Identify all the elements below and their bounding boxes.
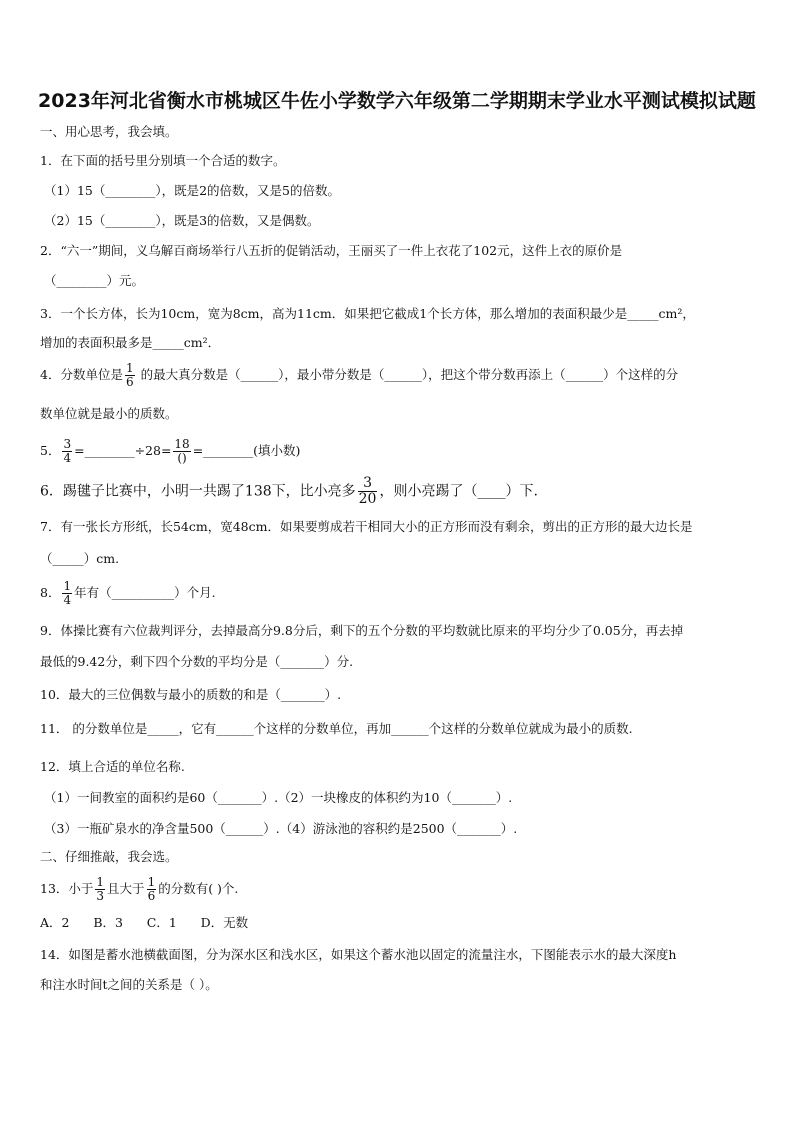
q8-line [40,580,760,607]
q11-line: 11． 的分数单位是_____，它有______个这样的分数单位，再加______个这样的分数单位就成为最小的质数. [40,721,633,736]
q6-fraction-denominator: 20 [358,491,377,507]
section-2-heading: 二、仔细推敲，我会选。 [40,849,178,864]
q13-middle: 且大于 [107,881,145,896]
q13-fraction-1 [95,876,105,903]
q8-fraction-denominator: 4 [63,593,72,607]
q1-stem: 1．在下面的括号里分别填一个合适的数字。 [40,153,286,168]
q2-line-2: （________）元。 [44,273,145,288]
q14-line-1: 14．如图是蓄水池横截面图，分为深水区和浅水区，如果这个蓄水池以固定的流量注水，下图能表示水的最大深度h [40,947,677,962]
q6-suffix: ，则小亮踢了（____）下. [379,483,538,500]
q5-label: 5． [40,443,61,458]
q3-line-2: 增加的表面积最多是_____cm²． [40,335,221,350]
q5-fraction-2-numerator: 18 [174,437,190,451]
q10-line: 10．最大的三位偶数与最小的质数的和是（_______）. [40,687,342,702]
page-title: 2023年河北省衡水市桃城区牛佐小学数学六年级第二学期期末学业水平测试模拟试题 [38,90,756,112]
q5-middle: =________÷28= [74,443,172,458]
q1-part-1: （1）15（________），既是2的倍数，又是5的倍数。 [44,183,341,198]
q4-fraction-denominator: 6 [125,375,134,389]
q14-line-2: 和注水时间t之间的关系是（ ）。 [40,977,218,992]
q7-line-2: （_____）cm. [40,551,120,566]
q9-line-2: 最低的9.42分，剩下四个分数的平均分是（_______）分. [40,654,354,669]
q5-fraction-2-denominator: () [177,451,187,465]
q13-suffix: 的分数有( )个. [158,881,239,896]
q13-fraction-1-numerator: 1 [96,875,105,889]
q1-part-2: （2）15（________），既是3的倍数，又是偶数。 [44,213,320,228]
q4-prefix: 4．分数单位是 [40,367,123,382]
q12-part-2: （3）一瓶矿泉水的净含量500（______）.（4）游泳池的容积约是2500（_______）. [44,821,518,836]
q8-fraction [62,580,72,607]
q13-line [40,876,760,903]
q9-line-1: 9．体操比赛有六位裁判评分，去掉最高分9.8分后，剩下的五个分数的平均数就比原来的平均分少了0.05分，再去掉 [40,623,684,638]
q12-part-1: （1）一间教室的面积约是60（_______）.（2）一块橡皮的体积约为10（_______）. [44,790,513,805]
q4-fraction-numerator: 1 [125,361,134,375]
q6-fraction-numerator: 3 [358,476,378,492]
q5-fraction-1-denominator: 4 [63,451,72,465]
q5-line [40,438,760,465]
q6-line [40,476,760,507]
section-1-heading: 一、用心思考，我会填。 [40,124,178,139]
q3-line-1: 3．一个长方体，长为10cm，宽为8cm，高为11cm．如果把它截成1个长方体，那么增加的表面积最少是_____cm²， [40,306,695,321]
q5-fraction-1 [62,438,72,465]
q2-line-1: 2．“六一”期间，义乌解百商场举行八五折的促销活动，王丽买了一件上衣花了102元，这件上衣的原价是 [40,243,623,258]
q13-options: A．2 B．3 C．1 D．无数 [40,915,249,930]
q6-prefix: 6．踢毽子比赛中，小明一共踢了138下，比小亮多 [40,483,356,500]
q6-fraction [358,476,378,507]
q13-fraction-2 [147,876,157,903]
q8-suffix: 年有（__________）个月. [74,585,216,600]
q13-fraction-2-numerator: 1 [147,875,156,889]
q4-line-1 [40,362,760,389]
q13-fraction-1-denominator: 3 [96,889,105,903]
q5-fraction-1-numerator: 3 [63,437,72,451]
q8-fraction-numerator: 1 [63,579,72,593]
q4-fraction [125,362,135,389]
q7-line-1: 7．有一张长方形纸，长54cm，宽48cm．如果要剪成若干相同大小的正方形而没有剩余，剪出的正方形的最大边长是 [40,519,693,534]
q5-suffix: =________(填小数) [192,443,301,458]
q4-suffix: 的最大真分数是（______），最小带分数是（______），把这个带分数再添上（______）个这样的分 [136,367,679,382]
q13-fraction-2-denominator: 6 [147,889,156,903]
q5-fraction-2 [173,438,190,465]
q12-stem: 12．填上合适的单位名称. [40,759,185,774]
q4-line-2: 数单位就是最小的质数。 [40,406,178,421]
q13-prefix: 13．小于 [40,881,94,896]
q8-label: 8． [40,585,61,600]
